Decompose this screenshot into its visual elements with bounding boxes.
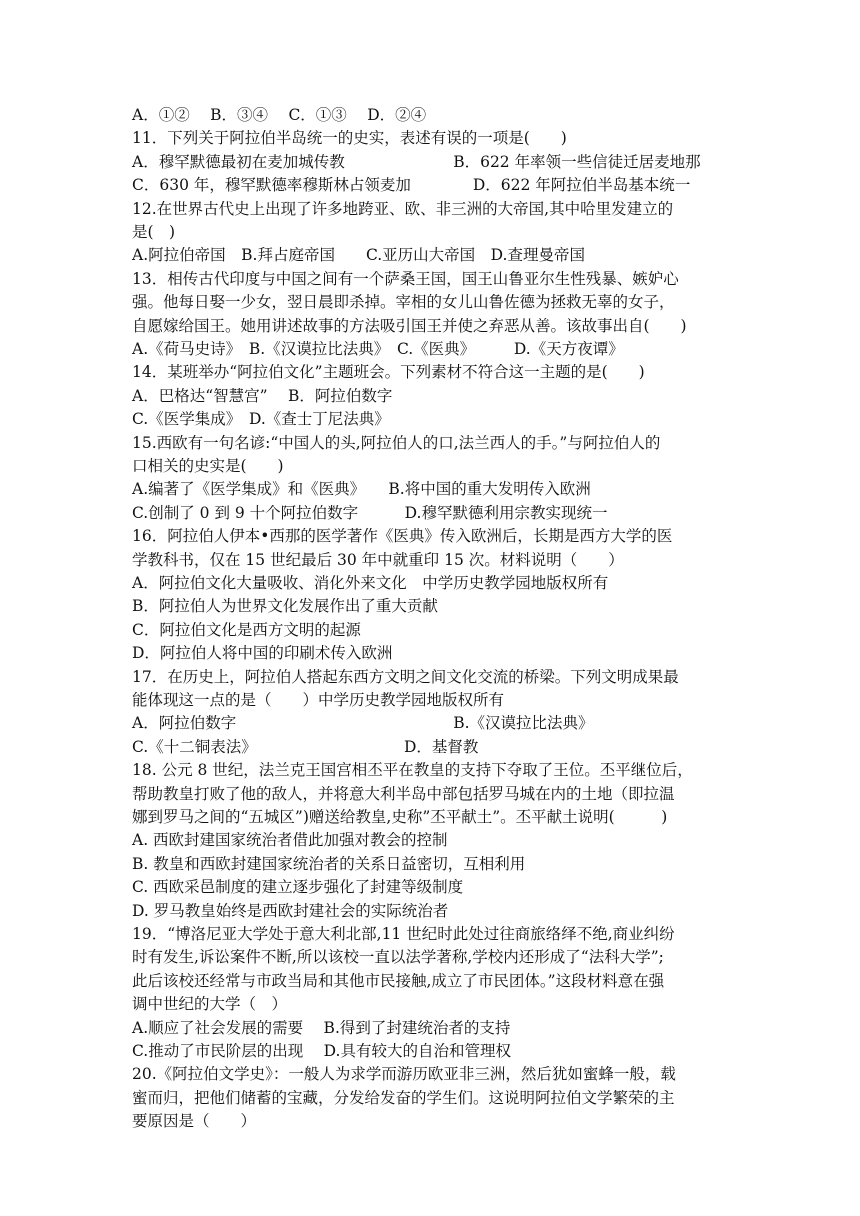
text-line: B. 教皇和西欧封建国家统治者的关系日益密切，互相利用: [132, 854, 526, 873]
text-line: 此后该校还经常与市政当局和其他市民接触,成立了市民团体。”这段材料意在强: [132, 971, 665, 990]
text-line: C.推动了市民阶层的出现 D.具有较大的自治和管理权: [132, 1042, 511, 1060]
text-line: A．穆罕默德最初在麦加城传教 B．622 年率领一些信徒迁居麦地那: [132, 152, 701, 171]
text-line: C.《医学集成》 D.《查士丁尼法典》: [132, 410, 390, 429]
text-line: 时有发生,诉讼案件不断,所以该校一直以法学著称,学校内还形成了“法科大学”;: [132, 948, 664, 967]
text-line: 18. 公元 8 世纪，法兰克王国宫相丕平在教皇的支持下夺取了王位。丕平继位后，: [132, 761, 693, 780]
text-line: 13．相传古代印度与中国之间有一个萨桑王国，国王山鲁亚尔生性残暴、嫉妒心: [132, 269, 679, 288]
text-line: A.阿拉伯帝国 B.拜占庭帝国 C.亚历山大帝国 D.查理曼帝国: [132, 246, 585, 265]
text-line: 17．在历史上，阿拉伯人搭起东西方文明之间文化交流的桥梁。下列文明成果最: [132, 667, 679, 686]
text-line: 15.西欧有一句名谚:“中国人的头,阿拉伯人的口,法兰西人的手。”与阿拉伯人的: [132, 433, 661, 452]
text-line: 19．“博洛尼亚大学处于意大利北部,11 世纪时此处过往商旅络绎不绝,商业纠纷: [132, 925, 675, 943]
text-line: 16．阿拉伯人伊本•西那的医学著作《医典》传入欧洲后，长期是西方大学的医: [132, 527, 673, 546]
text-line: 调中世纪的大学（ ）: [132, 995, 288, 1014]
text-line: C．630 年，穆罕默德率穆斯林占领麦加 D．622 年阿拉伯半岛基本统一: [132, 176, 691, 195]
text-line: C. 西欧采邑制度的建立逐步强化了封建等级制度: [132, 878, 464, 897]
text-line: A．①② B．③④ C．①③ D．②④: [132, 106, 427, 124]
text-line: 11．下列关于阿拉伯半岛统一的史实，表述有误的一项是( ): [132, 129, 567, 148]
text-line: 要原因是（ ）: [132, 1112, 257, 1131]
text-line: 娜到罗马之间的“五城区”)赠送给教皇,史称”丕平献土”。丕平献土说明( ): [132, 808, 668, 826]
text-line: A.编著了《医学集成》和《医典》 B.将中国的重大发明传入欧洲: [132, 480, 591, 499]
text-line: 强。他每日娶一少女，翌日晨即杀掉。宰相的女儿山鲁佐德为拯救无辜的女子，: [132, 293, 675, 312]
text-line: B．阿拉伯人为世界文化发展作出了重大贡献: [132, 597, 438, 616]
text-line: D. 罗马教皇始终是西欧封建社会的实际统治者: [132, 901, 449, 920]
text-line: A．巴格达“智慧宫” B．阿拉伯数字: [132, 386, 393, 405]
text-line: 学教科书，仅在 15 世纪最后 30 年中就重印 15 次。材料说明（ ）: [132, 550, 624, 569]
text-line: C.《十二铜表法》 D．基督教: [132, 737, 479, 756]
text-line: 是( ): [132, 223, 176, 241]
text-line: 20.《阿拉伯文学史》：一般人为求学而游历欧亚非三洲，然后犹如蜜蜂一般，载: [132, 1065, 676, 1084]
text-line: 口相关的史实是( ): [132, 457, 284, 475]
text-line: 12.在世界古代史上出现了许多地跨亚、欧、非三洲的大帝国,其中哈里发建立的: [132, 199, 674, 218]
text-line: 自愿嫁给国王。她用讲述故事的方法吸引国王并使之弃恶从善。该故事出自( ): [132, 316, 687, 335]
text-line: C．阿拉伯文化是西方文明的起源: [132, 620, 361, 639]
text-line: 14．某班举办“阿拉伯文化”主题班会。下列素材不符合这一主题的是( ): [132, 363, 645, 382]
text-line: 蜜而归，把他们储蓄的宝藏，分发给发奋的学生们。这说明阿拉伯文学繁荣的主: [132, 1088, 675, 1107]
text-line: A．阿拉伯数字 B.《汉谟拉比法典》: [132, 714, 594, 733]
text-line: 能体现这一点的是（ ）中学历史教学园地版权所有: [132, 691, 505, 709]
text-line: A. 西欧封建国家统治者借此加强对教会的控制: [132, 831, 448, 850]
text-line: A.《荷马史诗》 B.《汉谟拉比法典》 C.《医典》 D.《天方夜谭》: [132, 340, 624, 358]
text-line: A．阿拉伯文化大量吸收、消化外来文化 中学历史教学园地版权所有: [132, 574, 609, 592]
text-line: A.顺应了社会发展的需要 B.得到了封建统治者的支持: [132, 1018, 511, 1037]
text-line: D．阿拉伯人将中国的印刷术传入欧洲: [132, 644, 393, 663]
text-line: C.创制了 0 到 9 十个阿拉伯数字 D.穆罕默德利用宗教实现统一: [132, 503, 608, 522]
text-line: 帮助教皇打败了他的敌人，并将意大利半岛中部包括罗马城在内的土地（即拉温: [132, 784, 675, 803]
